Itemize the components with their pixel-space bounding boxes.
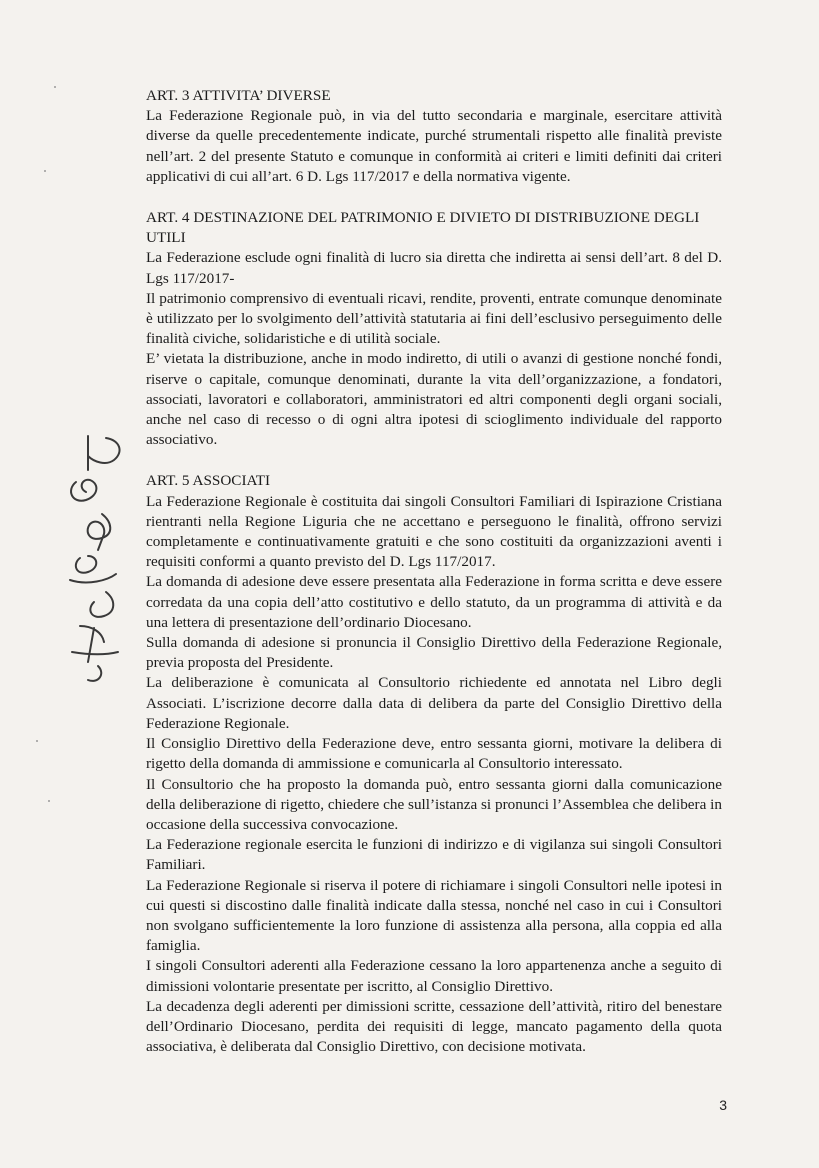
section-heading: ART. 4 DESTINAZIONE DEL PATRIMONIO E DIVIETO DI DISTRIBUZIONE DEGLI UTILI — [146, 209, 700, 247]
section-paragraph: La Federazione Regionale può, in via del tutto secondaria e marginale, esercitare attività diverse da quelle precedentemente indicate, purché strumentali rispetto alle finalità previste nell’art. 2 del presente Statuto e comunque in conformità ai criteri e limiti definiti dai criteri applicativi di cui all’art. 6 D. Lgs 117/2017 e della normativa vigente. — [146, 107, 722, 185]
section-paragraph: La Federazione regionale esercita le funzioni di indirizzo e di vigilanza sui singoli Consultori Familiari. — [146, 836, 722, 874]
section-heading: ART. 3 ATTIVITA’ DIVERSE — [146, 87, 331, 104]
section-art-4 — [146, 208, 722, 450]
section-paragraph: Il patrimonio comprensivo di eventuali ricavi, rendite, proventi, entrate comunque denominate è utilizzato per lo svolgimento dell’attività statutaria ai fini dell’esclusivo perseguimento delle finalità civiche, solidaristiche e di utilità sociale. — [146, 289, 722, 348]
section-paragraph: La Federazione Regionale è costituita dai singoli Consultori Familiari di Ispirazione Cristiana rientranti nella Regione Liguria che ne accettano e perseguono le finalità, offrono servizi completamente e continuativamente gratuiti e che sono costituiti da organizzazioni aventi i requisiti conformi a quanto previsto del D. Lgs 117/2017. — [146, 492, 722, 571]
document-body — [146, 86, 722, 1057]
handwritten-signature-icon — [58, 430, 128, 690]
section-paragraph: La domanda di adesione deve essere presentata alla Federazione in forma scritta e deve essere corredata da una copia dell’atto costitutivo e dello statuto, da un programma di attività e da una lettera di presentazione dell’ordinario Diocesano. — [146, 573, 722, 631]
section-paragraph: E’ vietata la distribuzione, anche in modo indiretto, di utili o avanzi di gestione nonché fondi, riserve o capitale, comunque denominati, durante la vita dell’organizzazione, a fondatori, associati, lavoratori e collaboratori, amministratori ed altri componenti degli organi sociali, anche nel caso di recesso o di ogni altra ipotesi di scioglimento individuale del rapporto associativo. — [146, 350, 722, 449]
section-paragraph: Sulla domanda di adesione si pronuncia il Consiglio Direttivo della Federazione Regionale, previa proposta del Presidente. — [146, 634, 722, 672]
section-art-5 — [146, 471, 722, 1057]
section-paragraph: La Federazione Regionale si riserva il potere di richiamare i singoli Consultori nelle ipotesi in cui questi si discostino dalle finalità indicate dalla stessa, nonché nel caso in cui i Consultori non svolgano sufficientemente la loro funzione di assistenza alla persona, alla coppia ed alla famiglia. — [146, 876, 722, 955]
section-paragraph: Il Consultorio che ha proposto la domanda può, entro sessanta giorni dalla comunicazione della deliberazione di rigetto, chiedere che sull’istanza si pronunci l’Assemblea che delibera in occasione della successiva convocazione. — [146, 775, 722, 833]
section-heading: ART. 5 ASSOCIATI — [146, 472, 271, 490]
section-paragraph: La decadenza degli aderenti per dimissioni scritte, cessazione dell’attività, ritiro del benestare dell’Ordinario Diocesano, perdita dei requisiti di legge, mancato pagamento della quota associativa, è deliberata dal Consiglio Direttivo, con decisione motivata. — [146, 997, 722, 1056]
section-paragraph: La Federazione esclude ogni finalità di lucro sia diretta che indiretta ai sensi dell’art. 8 del D. Lgs 117/2017- — [146, 249, 722, 287]
section-paragraph: La deliberazione è comunicata al Consultorio richiedente ed annotata nel Libro degli Associati. L’iscrizione decorre dalla data di delibera da parte del Consiglio Direttivo della Federazione Regionale. — [146, 674, 722, 732]
section-paragraph: I singoli Consultori aderenti alla Federazione cessano la loro appartenenza anche a seguito di dimissioni volontarie presentate per iscritto, al Consiglio Direttivo. — [146, 957, 722, 995]
section-art-3 — [146, 86, 722, 187]
page-number: 3 — [719, 1097, 727, 1113]
section-paragraph: Il Consiglio Direttivo della Federazione deve, entro sessanta giorni, motivare la delibera di rigetto della domanda di ammissione e comunicarla al Consultorio interessato. — [146, 735, 722, 773]
